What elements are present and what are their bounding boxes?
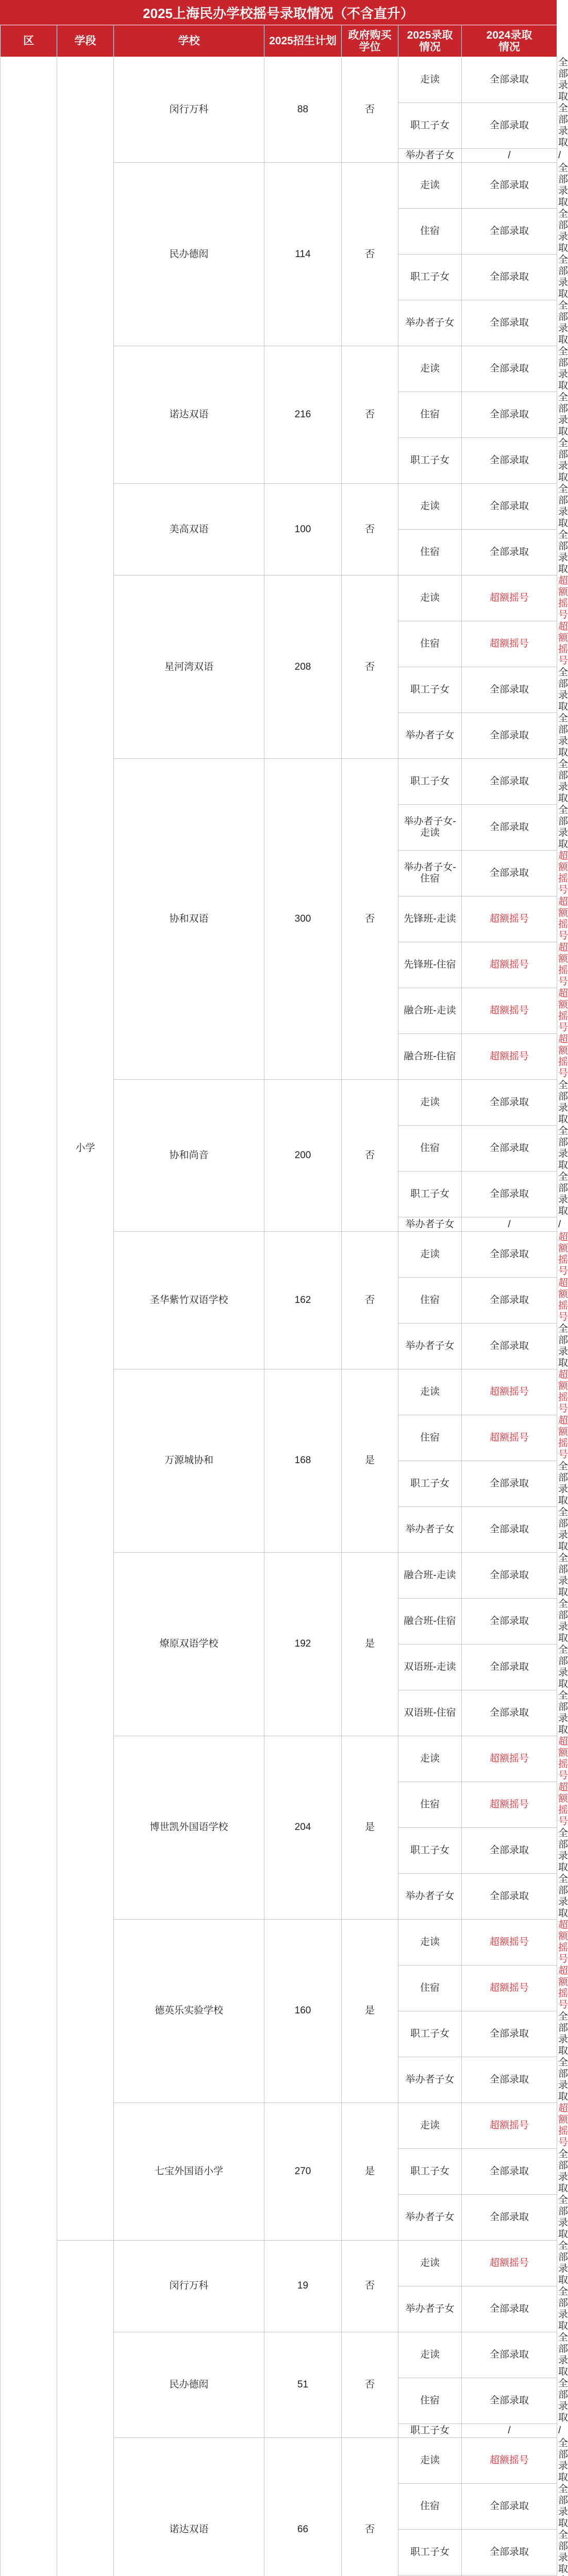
gov-seat-cell: 否 (342, 575, 398, 759)
category-cell: 融合班-住宿 (398, 1598, 462, 1644)
plan-cell: 100 (264, 484, 342, 575)
category-cell: 职工子女 (398, 759, 462, 805)
table-row: 职工子女 / / (1, 2424, 557, 2437)
result-2025-cell: 全部录取 (462, 2286, 557, 2332)
result-2025-cell: 超额摇号 (462, 1369, 557, 1415)
category-cell: 职工子女 (398, 103, 462, 149)
category-cell: 举办者子女 (398, 149, 462, 163)
table-row: 民办德闳 51 否 走读 全部录取 全部录取 (1, 2332, 557, 2378)
table-row: 职工子女 全部录取 全部录取 (1, 2148, 557, 2194)
school-name-cell: 圣华紫竹双语学校 (114, 1231, 264, 1369)
category-cell: 融合班-走读 (398, 988, 462, 1034)
result-2025-cell: 全部录取 (462, 851, 557, 896)
header-district: 区 (1, 25, 57, 57)
plan-cell: 300 (264, 759, 342, 1080)
result-2025-cell: 全部录取 (462, 255, 557, 300)
table-row: 住宿 全部录取 超额摇号 (1, 1277, 557, 1323)
table-row: 融合班-走读 超额摇号 超额摇号 (1, 988, 557, 1034)
result-2025-cell: 全部录取 (462, 1506, 557, 1552)
result-2025-cell: 全部录取 (462, 2148, 557, 2194)
plan-cell: 114 (264, 163, 342, 346)
plan-cell: 270 (264, 2103, 342, 2240)
table-row: 住宿 全部录取 全部录取 (1, 530, 557, 575)
table-row: 美高双语 100 否 走读 全部录取 全部录取 (1, 484, 557, 530)
table-row: 职工子女 全部录取 全部录取 (1, 103, 557, 149)
category-cell: 职工子女 (398, 667, 462, 713)
table-body (1, 57, 557, 2576)
table-row: 住宿 超额摇号 超额摇号 (1, 621, 557, 667)
category-cell: 职工子女 (398, 1461, 462, 1506)
table-row: 住宿 超额摇号 超额摇号 (1, 1965, 557, 2011)
table-row: 万源城协和 168 是 走读 超额摇号 超额摇号 (1, 1369, 557, 1415)
table-row: 诺达双语 216 否 走读 全部录取 全部录取 (1, 346, 557, 392)
table-row: 协和尚音 200 否 走读 全部录取 全部录取 (1, 1080, 557, 1126)
category-cell: 走读 (398, 1231, 462, 1277)
result-2025-cell: 全部录取 (462, 1277, 557, 1323)
category-cell: 先锋班-走读 (398, 896, 462, 942)
category-cell: 职工子女 (398, 255, 462, 300)
table-row: 博世凯外国语学校 204 是 走读 超额摇号 超额摇号 (1, 1736, 557, 1782)
admission-table (0, 25, 557, 2576)
category-cell: 职工子女 (398, 2011, 462, 2057)
category-cell: 走读 (398, 2438, 462, 2484)
result-2025-cell: 全部录取 (462, 163, 557, 209)
table-row: 举办者子女 全部录取 全部录取 (1, 1873, 557, 1919)
category-cell: 融合班-走读 (398, 1552, 462, 1598)
table-row: 举办者子女 全部录取 全部录取 (1, 2286, 557, 2332)
plan-cell: 162 (264, 1231, 342, 1369)
school-name-cell: 诺达双语 (114, 346, 264, 484)
table-row: 住宿 全部录取 全部录取 (1, 1126, 557, 1172)
table-row: 举办者子女 / / (1, 149, 557, 163)
gov-seat-cell: 是 (342, 1736, 398, 1919)
result-2025-cell: 全部录取 (462, 103, 557, 149)
result-2025-cell: 全部录取 (462, 2057, 557, 2103)
table-row: 职工子女 全部录取 全部录取 (1, 2530, 557, 2575)
category-cell: 住宿 (398, 1126, 462, 1172)
table-title: 2025上海民办学校摇号录取情况（不含直升） (0, 0, 557, 25)
category-cell: 举办者子女 (398, 1323, 462, 1369)
result-2025-cell: 全部录取 (462, 1126, 557, 1172)
gov-seat-cell: 是 (342, 1552, 398, 1736)
category-cell: 住宿 (398, 621, 462, 667)
result-2025-cell: / (462, 2424, 557, 2437)
table-row: 先锋班-走读 超额摇号 超额摇号 (1, 896, 557, 942)
plan-cell: 88 (264, 57, 342, 163)
school-name-cell: 美高双语 (114, 484, 264, 575)
school-name-cell: 协和双语 (114, 759, 264, 1080)
school-name-cell: 星河湾双语 (114, 575, 264, 759)
result-2025-cell: 全部录取 (462, 1644, 557, 1690)
plan-cell: 200 (264, 1080, 342, 1231)
result-2025-cell: 全部录取 (462, 2011, 557, 2057)
plan-cell: 19 (264, 2240, 342, 2332)
result-2025-cell: 全部录取 (462, 2194, 557, 2240)
category-cell: 住宿 (398, 2484, 462, 2530)
table-row: 星河湾双语 208 否 走读 超额摇号 超额摇号 (1, 575, 557, 621)
result-2025-cell: 超额摇号 (462, 575, 557, 621)
table-row: 职工子女 全部录取 全部录取 (1, 1172, 557, 1217)
table-row: 举办者子女 / / (1, 1217, 557, 1231)
school-name-cell: 万源城协和 (114, 1369, 264, 1552)
table-row: 融合班-住宿 全部录取 全部录取 (1, 1598, 557, 1644)
category-cell: 走读 (398, 163, 462, 209)
result-2025-cell: 全部录取 (462, 2530, 557, 2575)
result-2025-cell: 超额摇号 (462, 896, 557, 942)
school-name-cell: 民办德闳 (114, 2332, 264, 2437)
result-2025-cell: 全部录取 (462, 346, 557, 392)
stage-cell: 小学 (57, 57, 114, 2241)
category-cell: 住宿 (398, 1782, 462, 1827)
school-name-cell: 德英乐实验学校 (114, 1919, 264, 2103)
plan-cell: 160 (264, 1919, 342, 2103)
table-row: 协和双语 300 否 职工子女 全部录取 全部录取 (1, 759, 557, 805)
result-2025-cell: 超额摇号 (462, 1919, 557, 1965)
category-cell: 走读 (398, 1369, 462, 1415)
category-cell: 举办者子女 (398, 2057, 462, 2103)
table-row: 举办者子女 全部录取 全部录取 (1, 713, 557, 759)
category-cell: 先锋班-住宿 (398, 942, 462, 988)
school-name-cell: 诺达双语 (114, 2438, 264, 2576)
category-cell: 走读 (398, 1919, 462, 1965)
category-cell: 走读 (398, 484, 462, 530)
category-cell: 住宿 (398, 392, 462, 438)
result-2025-cell: 全部录取 (462, 530, 557, 575)
gov-seat-cell: 否 (342, 759, 398, 1080)
table-row: 住宿 超额摇号 超额摇号 (1, 1415, 557, 1461)
result-2025-cell: 全部录取 (462, 713, 557, 759)
gov-seat-cell: 是 (342, 1919, 398, 2103)
table-row: 职工子女 全部录取 全部录取 (1, 1461, 557, 1506)
category-cell: 住宿 (398, 209, 462, 255)
category-cell: 走读 (398, 2240, 462, 2286)
result-2025-cell: 全部录取 (462, 759, 557, 805)
category-cell: 走读 (398, 2103, 462, 2148)
table-row: 举办者子女 全部录取 全部录取 (1, 2057, 557, 2103)
result-2025-cell: 全部录取 (462, 667, 557, 713)
gov-seat-cell: 否 (342, 1080, 398, 1231)
table-row: 住宿 全部录取 全部录取 (1, 2378, 557, 2424)
result-2025-cell: 超额摇号 (462, 1736, 557, 1782)
plan-cell: 66 (264, 2438, 342, 2576)
category-cell: 举办者子女 (398, 1873, 462, 1919)
category-cell: 举办者子女 (398, 2286, 462, 2332)
category-cell: 住宿 (398, 1415, 462, 1461)
category-cell: 职工子女 (398, 2148, 462, 2194)
table-row: 双语班-住宿 全部录取 全部录取 (1, 1690, 557, 1736)
result-2025-cell: 全部录取 (462, 1172, 557, 1217)
gov-seat-cell: 是 (342, 2103, 398, 2240)
category-cell: 双语班-住宿 (398, 1690, 462, 1736)
result-2025-cell: 全部录取 (462, 1552, 557, 1598)
result-2025-cell: 全部录取 (462, 484, 557, 530)
category-cell: 走读 (398, 57, 462, 103)
category-cell: 走读 (398, 1080, 462, 1126)
gov-seat-cell: 否 (342, 2438, 398, 2576)
category-cell: 职工子女 (398, 2424, 462, 2437)
category-cell: 举办者子女 (398, 1506, 462, 1552)
table-row: 住宿 超额摇号 超额摇号 (1, 1782, 557, 1827)
category-cell: 举办者子女 (398, 2194, 462, 2240)
result-2025-cell: 超额摇号 (462, 1415, 557, 1461)
gov-seat-cell: 否 (342, 346, 398, 484)
result-2025-cell: 全部录取 (462, 1461, 557, 1506)
table-row: 职工子女 全部录取 全部录取 (1, 438, 557, 484)
result-2025-cell: 超额摇号 (462, 2240, 557, 2286)
result-2025-cell: 全部录取 (462, 300, 557, 346)
header-2024-result: 2024录取 情况 (462, 25, 557, 57)
table-row: 小学 闵行万科 88 否 走读 全部录取 全部录取 (1, 57, 557, 103)
table-row: 举办者子女-走读 全部录取 全部录取 (1, 805, 557, 851)
table-row: 诺达双语 66 否 走读 超额摇号 全部录取 (1, 2438, 557, 2484)
category-cell: 融合班-住宿 (398, 1034, 462, 1080)
gov-seat-cell: 否 (342, 2240, 398, 2332)
header-plan: 2025招生计划 (264, 25, 342, 57)
result-2025-cell: 超额摇号 (462, 2438, 557, 2484)
stage-cell (57, 2240, 114, 2576)
result-2025-cell: 全部录取 (462, 209, 557, 255)
category-cell: 住宿 (398, 530, 462, 575)
category-cell: 走读 (398, 2332, 462, 2378)
table-row: 举办者子女 全部录取 全部录取 (1, 300, 557, 346)
category-cell: 职工子女 (398, 438, 462, 484)
plan-cell: 204 (264, 1736, 342, 1919)
table-row: 燎原双语学校 192 是 融合班-走读 全部录取 全部录取 (1, 1552, 557, 1598)
category-cell: 举办者子女-走读 (398, 805, 462, 851)
table-row: 七宝外国语小学 270 是 走读 超额摇号 超额摇号 (1, 2103, 557, 2148)
table-row: 举办者子女 全部录取 全部录取 (1, 1323, 557, 1369)
result-2025-cell: 全部录取 (462, 2378, 557, 2424)
category-cell: 举办者子女 (398, 1217, 462, 1231)
result-2025-cell: 全部录取 (462, 57, 557, 103)
category-cell: 职工子女 (398, 1827, 462, 1873)
category-cell: 职工子女 (398, 1172, 462, 1217)
result-2025-cell: 全部录取 (462, 1323, 557, 1369)
result-2025-cell: 超额摇号 (462, 988, 557, 1034)
category-cell: 双语班-走读 (398, 1644, 462, 1690)
header-2025-result: 2025录取 情况 (398, 25, 462, 57)
table-row: 闵行万科 19 否 走读 超额摇号 全部录取 (1, 2240, 557, 2286)
category-cell: 举办者子女 (398, 300, 462, 346)
plan-cell: 208 (264, 575, 342, 759)
category-cell: 住宿 (398, 2378, 462, 2424)
gov-seat-cell: 否 (342, 484, 398, 575)
school-name-cell: 闵行万科 (114, 2240, 264, 2332)
header-stage: 学段 (57, 25, 114, 57)
result-2025-cell: 超额摇号 (462, 2103, 557, 2148)
table-row: 住宿 全部录取 全部录取 (1, 2484, 557, 2530)
gov-seat-cell: 否 (342, 2332, 398, 2437)
result-2025-cell: 全部录取 (462, 1690, 557, 1736)
header-school: 学校 (114, 25, 264, 57)
gov-seat-cell: 否 (342, 57, 398, 163)
school-name-cell: 民办德闳 (114, 163, 264, 346)
result-2025-cell: 全部录取 (462, 2332, 557, 2378)
school-name-cell: 七宝外国语小学 (114, 2103, 264, 2240)
category-cell: 走读 (398, 346, 462, 392)
table-row: 举办者子女-住宿 全部录取 超额摇号 (1, 851, 557, 896)
result-2025-cell: 超额摇号 (462, 1034, 557, 1080)
school-name-cell: 博世凯外国语学校 (114, 1736, 264, 1919)
result-2025-cell: 全部录取 (462, 1080, 557, 1126)
header-gov-seat: 政府购买 学位 (342, 25, 398, 57)
result-2025-cell: 全部录取 (462, 392, 557, 438)
result-2025-cell: 全部录取 (462, 1598, 557, 1644)
table-row: 双语班-走读 全部录取 全部录取 (1, 1644, 557, 1690)
result-2025-cell: 全部录取 (462, 438, 557, 484)
gov-seat-cell: 否 (342, 163, 398, 346)
table-row: 举办者子女 全部录取 全部录取 (1, 1506, 557, 1552)
table-row: 职工子女 全部录取 全部录取 (1, 2011, 557, 2057)
category-cell: 住宿 (398, 1965, 462, 2011)
plan-cell: 168 (264, 1369, 342, 1552)
table-row: 职工子女 全部录取 全部录取 (1, 1827, 557, 1873)
result-2025-cell: / (462, 1217, 557, 1231)
category-cell: 走读 (398, 1736, 462, 1782)
category-cell: 走读 (398, 575, 462, 621)
table-row: 民办德闳 114 否 走读 全部录取 全部录取 (1, 163, 557, 209)
result-2025-cell: 超额摇号 (462, 1782, 557, 1827)
result-2025-cell: 全部录取 (462, 1231, 557, 1277)
result-2025-cell: 超额摇号 (462, 1965, 557, 2011)
result-2025-cell: / (462, 149, 557, 163)
category-cell: 职工子女 (398, 2530, 462, 2575)
result-2025-cell: 全部录取 (462, 1873, 557, 1919)
table-row: 职工子女 全部录取 全部录取 (1, 255, 557, 300)
district-cell (1, 57, 57, 2576)
plan-cell: 51 (264, 2332, 342, 2437)
table-row: 先锋班-住宿 超额摇号 超额摇号 (1, 942, 557, 988)
header-row (1, 25, 557, 57)
school-name-cell: 协和尚音 (114, 1080, 264, 1231)
table-row: 融合班-住宿 超额摇号 超额摇号 (1, 1034, 557, 1080)
gov-seat-cell: 是 (342, 1369, 398, 1552)
table-row: 圣华紫竹双语学校 162 否 走读 全部录取 超额摇号 (1, 1231, 557, 1277)
result-2025-cell: 超额摇号 (462, 621, 557, 667)
result-2025-cell: 超额摇号 (462, 942, 557, 988)
category-cell: 举办者子女-住宿 (398, 851, 462, 896)
gov-seat-cell: 否 (342, 1231, 398, 1369)
category-cell: 举办者子女 (398, 713, 462, 759)
school-name-cell: 闵行万科 (114, 57, 264, 163)
plan-cell: 216 (264, 346, 342, 484)
plan-cell: 192 (264, 1552, 342, 1736)
category-cell: 住宿 (398, 1277, 462, 1323)
table-row: 德英乐实验学校 160 是 走读 超额摇号 超额摇号 (1, 1919, 557, 1965)
result-2025-cell: 全部录取 (462, 2484, 557, 2530)
result-2025-cell: 全部录取 (462, 805, 557, 851)
table-row: 住宿 全部录取 全部录取 (1, 209, 557, 255)
result-2025-cell: 全部录取 (462, 1827, 557, 1873)
table-row: 住宿 全部录取 全部录取 (1, 392, 557, 438)
table-row: 举办者子女 全部录取 全部录取 (1, 2194, 557, 2240)
table-row: 职工子女 全部录取 全部录取 (1, 667, 557, 713)
school-name-cell: 燎原双语学校 (114, 1552, 264, 1736)
